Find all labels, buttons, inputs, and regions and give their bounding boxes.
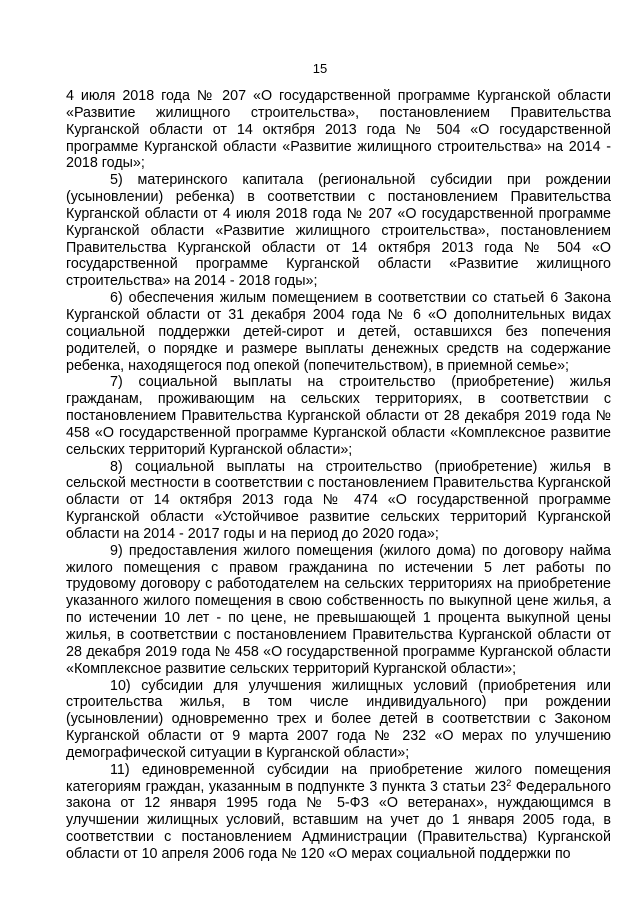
document-body	[66, 88, 611, 863]
paragraph-item-6: 6) обеспечения жилым помещением в соответствии со статьей 6 Закона Курганской области от 31 декабря 2004 года № 6 «О дополнительных видах социальной поддержки детей-сирот и детей, оставшихся без попечения родителей, о порядке и размере выплаты денежных средств на содержание ребенка, находящегося под опекой (попечительством), в приемной семье»;	[66, 290, 611, 374]
paragraph-item-7: 7) социальной выплаты на строительство (приобретение) жилья гражданам, проживающим на сельских территориях, в соответствии с постановлением Правительства Курганской области от 28 декабря 2019 года № 458 «О государственной программе Курганской области «Комплексное развитие сельских территорий Курганской области»;	[66, 374, 611, 458]
paragraph-item-11	[66, 762, 611, 863]
paragraph-item-5: 5) материнского капитала (региональной субсидии при рождении (усыновлении) ребенка) в соответствии с постановлением Правительства Курганской области от 4 июля 2018 года № 207 «О государственной программе Курганской области «Развитие жилищного строительства», постановлением Правительства Курганской области от 14 октября 2013 года № 504 «О государственной программе Курганской области «Развитие жилищного строительства» на 2014 - 2018 годы»;	[66, 172, 611, 290]
paragraph-item-11-start: 11) единовременной субсидии на приобретение жилого помещения категориям граждан, указанным в подпункте 3 пункта 3 статьи 23	[66, 761, 611, 795]
page-number: 15	[312, 61, 328, 76]
paragraph-item-9: 9) предоставления жилого помещения (жилого дома) по договору найма жилого помещения с правом гражданина по истечении 5 лет работы по трудовому договору с работодателем на сельских территориях на приобретение указанного жилого помещения в свою собственность по выкупной цене жилья, а по истечении 10 лет - по цене, не превышающей 1 процента выкупной цены жилья, в соответствии с постановлением Правительства Курганской области от 28 декабря 2019 года № 458 «О государственной программе Курганской области «Комплексное развитие сельских территорий Курганской области»;	[66, 542, 611, 677]
paragraph-continuation: 4 июля 2018 года № 207 «О государственной программе Курганской области «Развитие жилищного строительства», постановлением Правительства Курганской области от 14 октября 2013 года № 504 «О государственной программе Курганской области «Развитие жилищного строительства» на 2014 - 2018 годы»;	[66, 88, 611, 172]
superscript-index: 2	[506, 777, 512, 788]
paragraph-item-8: 8) социальной выплаты на строительство (приобретение) жилья в сельской местности в соответствии с постановлением Правительства Курганской области от 14 октября 2013 года № 474 «О государственной программе Курганской области «Устойчивое развитие сельских территорий Курганской области на 2014 - 2017 годы и на период до 2020 года»;	[66, 458, 611, 542]
paragraph-item-11-end: Федерального закона от 12 января 1995 года № 5-ФЗ «О ветеранах», нуждающимся в улучшении жилищных условий, вставшим на учет до 1 января 2005 года, в соответствии с постановлением Администрации (Правительства) Курганской области от 10 апреля 2006 года № 120 «О мерах социальной поддержки по	[66, 778, 612, 862]
paragraph-item-10: 10) субсидии для улучшения жилищных условий (приобретения или строительства жилья, в том числе индивидуального) при рождении (усыновлении) одновременно трех и более детей в соответствии с Законом Курганской области от 9 марта 2007 года № 232 «О мерах по улучшению демографической ситуации в Курганской области»;	[66, 677, 611, 761]
